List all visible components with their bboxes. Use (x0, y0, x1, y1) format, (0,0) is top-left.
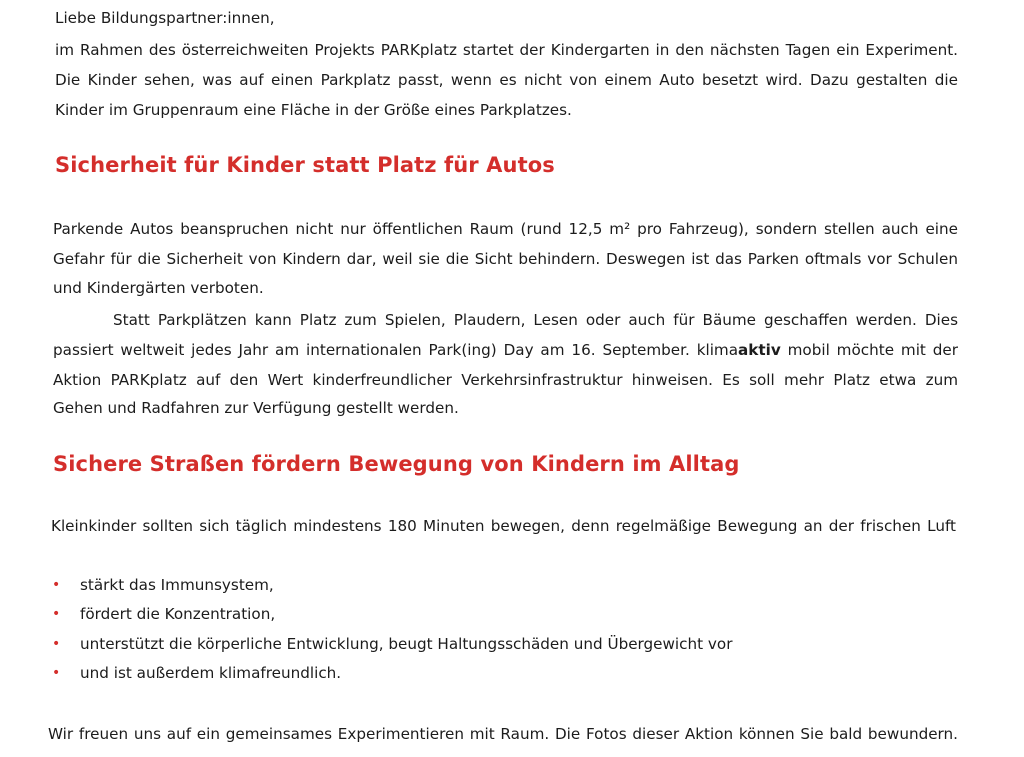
klimaaktiv-bold: aktiv (738, 341, 781, 359)
safety-p2-line-3: Aktion PARKplatz auf den Wert kinderfreundlicher Verkehrsinfrastruktur hinweisen. Es soll mehr Platz etwa zum (53, 371, 958, 389)
bullet-marker: • (52, 606, 61, 622)
closing-line: Wir freuen uns auf ein gemeinsames Experimentieren mit Raum. Die Fotos dieser Aktion können Sie bald bewundern. (48, 725, 958, 743)
bullet-marker: • (52, 577, 61, 593)
section-heading-safety: Sicherheit für Kinder statt Platz für Autos (55, 153, 555, 177)
bullet-marker: • (52, 636, 61, 652)
intro-line-2: Die Kinder sehen, was auf einen Parkplatz passt, wenn es nicht von einem Auto besetzt wird. Dazu gestalten die (55, 71, 958, 89)
bullet-item-1: stärkt das Immunsystem, (80, 576, 274, 594)
safety-p2-line-1: Statt Parkplätzen kann Platz zum Spielen, Plaudern, Lesen oder auch für Bäume geschaffen werden. Dies (113, 311, 958, 329)
bullet-item-4: und ist außerdem klimafreundlich. (80, 664, 342, 682)
bullet-item-3: unterstützt die körperliche Entwicklung, beugt Haltungsschäden und Übergewicht vor (80, 635, 733, 653)
salutation: Liebe Bildungspartner:innen, (55, 9, 275, 27)
safety-p2-line-2-text: passiert weltweit jedes Jahr am internationalen Park(ing) Day am 16. September. klima (53, 341, 739, 359)
bullet-item-2: fördert die Konzentration, (80, 605, 276, 623)
safety-p1-line-1: Parkende Autos beanspruchen nicht nur öffentlichen Raum (rund 12,5 m² pro Fahrzeug), sondern stellen auch eine (53, 220, 958, 238)
safety-p2-line-4: Gehen und Radfahren zur Verfügung gestellt werden. (53, 399, 459, 417)
intro-line-1: im Rahmen des österreichweiten Projekts PARKplatz startet der Kindergarten in den nächsten Tagen ein Experiment. (55, 41, 958, 59)
bullet-marker: • (52, 665, 61, 681)
movement-intro: Kleinkinder sollten sich täglich mindestens 180 Minuten bewegen, denn regelmäßige Bewegung an der frischen Luft (51, 517, 956, 535)
section-heading-movement: Sichere Straßen fördern Bewegung von Kindern im Alltag (53, 452, 740, 476)
safety-p1-line-2: Gefahr für die Sicherheit von Kindern dar, weil sie die Sicht behindern. Deswegen ist das Parken oftmals vor Schulen (53, 250, 958, 268)
intro-line-3: Kinder im Gruppenraum eine Fläche in der Größe eines Parkplatzes. (55, 101, 572, 119)
safety-p2-line-2-tail: mobil möchte mit der (780, 341, 958, 359)
safety-p1-line-3: und Kindergärten verboten. (53, 279, 264, 297)
safety-p2-line-2 (53, 340, 958, 360)
